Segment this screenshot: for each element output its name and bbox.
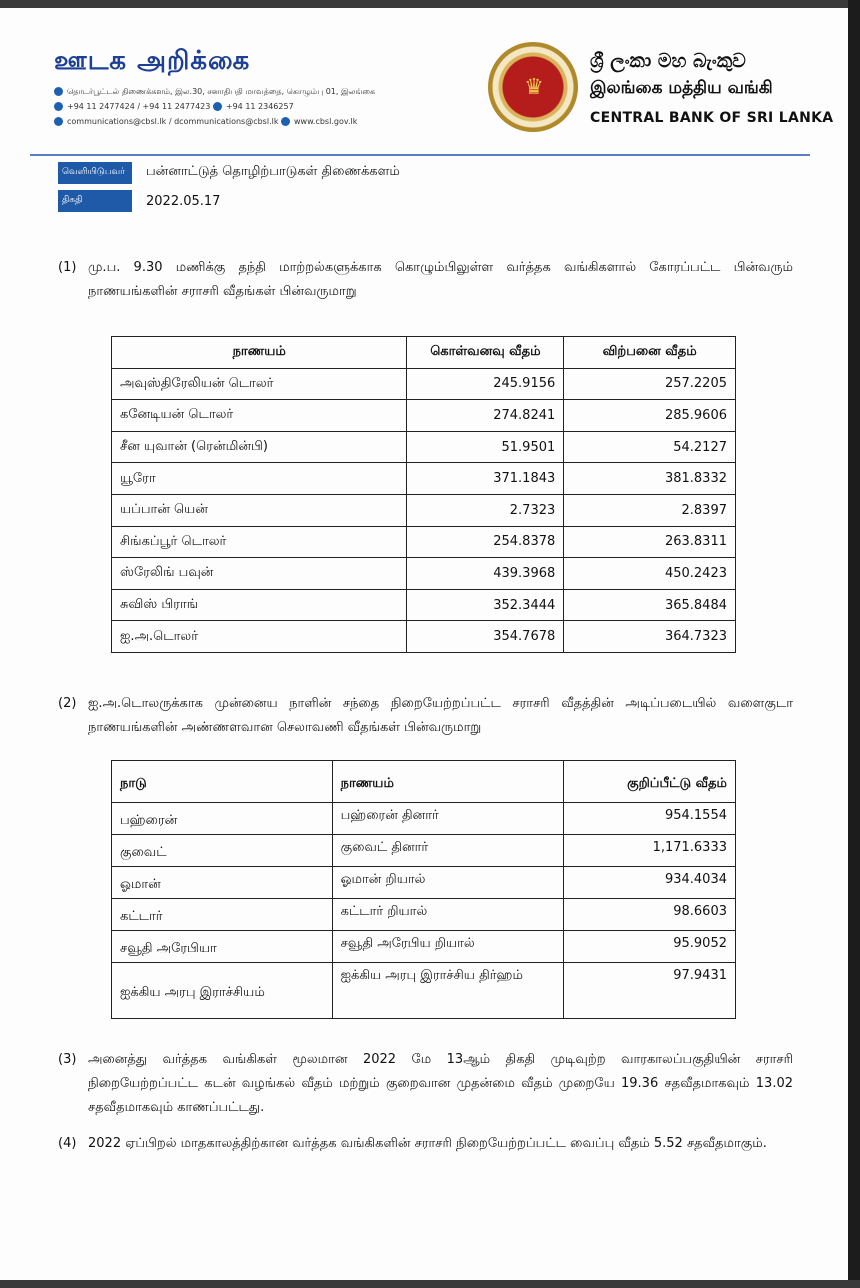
press-release-title: ஊடக அறிக்கை (54, 46, 251, 76)
section-1-number: (1) (58, 260, 77, 275)
date-label: திகதி (58, 190, 132, 212)
section-4 (58, 1132, 793, 1156)
table-row (112, 803, 736, 835)
currency-cell: யூரோ (112, 463, 407, 495)
currency-cell: ஓமான் றியால் (332, 867, 564, 899)
section-1 (58, 256, 793, 304)
table-row (112, 368, 736, 400)
buying-cell: 274.8241 (407, 400, 564, 432)
rate-cell: 95.9052 (564, 931, 736, 963)
buying-cell: 245.9156 (407, 368, 564, 400)
contact-block (54, 84, 375, 129)
phone-icon (54, 102, 63, 111)
header-indicative-rate: குறிப்பீட்டு வீதம் (564, 761, 736, 803)
country-cell: பஹ்ரைன் (112, 803, 333, 835)
rate-cell: 98.6603 (564, 899, 736, 931)
bank-name-tamil: இலங்கை மத்திய வங்கி (590, 78, 773, 98)
bank-name-english: CENTRAL BANK OF SRI LANKA (590, 110, 834, 126)
table-header-row (112, 337, 736, 369)
rate-cell: 934.4034 (564, 867, 736, 899)
country-cell: ஐக்கிய அரபு இராச்சியம் (112, 963, 333, 1019)
table-row (112, 558, 736, 590)
table-row (112, 621, 736, 653)
header-country: நாடு (112, 761, 333, 803)
buying-cell: 439.3968 (407, 558, 564, 590)
currency-cell: சீன யுவான் (ரென்மின்பி) (112, 431, 407, 463)
selling-cell: 365.8484 (564, 589, 736, 621)
currency-cell: சவூதி அரேபிய றியால் (332, 931, 564, 963)
section-1-text: மு.ப. 9.30 மணிக்கு தந்தி மாற்றல்களுக்காக கொழும்பிலுள்ள வர்த்தக வங்கிகளால் கோரப்பட்ட பின்வரும் நாணயங்களின் சராசரி வீதங்கள் பின்வருமாறு (88, 260, 793, 299)
section-4-number: (4) (58, 1136, 77, 1151)
country-cell: குவைட் (112, 835, 333, 867)
currency-cell: சிங்கப்பூர் டொலர் (112, 526, 407, 558)
currency-cell: யப்பான் யென் (112, 494, 407, 526)
currency-cell: கனேடியன் டொலர் (112, 400, 407, 432)
currency-cell: பஹ்ரைன் தினார் (332, 803, 564, 835)
issued-by-label: வெளியிடுபவர் (58, 162, 132, 184)
mail-icon (54, 87, 63, 96)
rate-cell: 1,171.6333 (564, 835, 736, 867)
viewer-top-bar (0, 0, 860, 8)
viewer-right-edge (848, 0, 860, 1288)
section-2-number: (2) (58, 696, 77, 711)
table-row (112, 899, 736, 931)
table-row (112, 589, 736, 621)
address-line: தொடர்பூட்டல் திணைக்களம், இல.30, சனாதிபதி மாவத்தை, கொழும்பு 01, இலங்கை (54, 84, 375, 99)
section-3-number: (3) (58, 1052, 77, 1067)
header-currency: நாணயம் (332, 761, 564, 803)
section-2 (58, 692, 793, 740)
selling-cell: 450.2423 (564, 558, 736, 590)
buying-cell: 51.9501 (407, 431, 564, 463)
country-cell: ஓமான் (112, 867, 333, 899)
table-row (112, 835, 736, 867)
rate-cell: 954.1554 (564, 803, 736, 835)
email-icon (54, 117, 63, 126)
exchange-rate-table (111, 336, 736, 653)
header-selling: விற்பனை வீதம் (564, 337, 736, 369)
viewer-bottom-bar (0, 1280, 860, 1288)
section-2-text: ஐ.அ.டொலருக்காக முன்னைய நாளின் சந்தை நிறையேற்றப்பட்ட சராசரி வீதத்தின் அடிப்படையில் வளைகுடா நாணயங்களின் அண்ணளவான செலாவணி வீதங்கள் பின்வருமாறு (88, 696, 793, 735)
fax-icon (213, 102, 222, 111)
selling-cell: 364.7323 (564, 621, 736, 653)
date-value: 2022.05.17 (146, 194, 221, 209)
currency-cell: கட்டார் றியால் (332, 899, 564, 931)
table-row (112, 931, 736, 963)
table-row (112, 963, 736, 1019)
buying-cell: 354.7678 (407, 621, 564, 653)
header-buying: கொள்வனவு வீதம் (407, 337, 564, 369)
currency-cell: சுவிஸ் பிராங் (112, 589, 407, 621)
table-row (112, 526, 736, 558)
buying-cell: 254.8378 (407, 526, 564, 558)
selling-cell: 2.8397 (564, 494, 736, 526)
buying-cell: 2.7323 (407, 494, 564, 526)
currency-cell: ஐக்கிய அரபு இராச்சிய திர்ஹம் (332, 963, 564, 1019)
currency-cell: அவுஸ்திரேலியன் டொலர் (112, 368, 407, 400)
header-right (590, 50, 833, 126)
selling-cell: 381.8332 (564, 463, 736, 495)
buying-cell: 352.3444 (407, 589, 564, 621)
table-header-row (112, 761, 736, 803)
section-3 (58, 1048, 793, 1120)
document-page (0, 8, 848, 1280)
globe-icon (281, 117, 290, 126)
rate-cell: 97.9431 (564, 963, 736, 1019)
selling-cell: 263.8311 (564, 526, 736, 558)
header-divider (30, 154, 810, 156)
header-currency: நாணயம் (112, 337, 407, 369)
section-4-text: 2022 ஏப்பிறல் மாதகாலத்திற்கான வர்த்தக வங்கிகளின் சராசரி நிறையேற்றப்பட்ட வைப்பு வீதம் 5.52 சதவீதமாகும். (88, 1136, 767, 1151)
phone-line: +94 11 2477424 / +94 11 2477423 +94 11 2346257 (54, 99, 375, 114)
table-row (112, 431, 736, 463)
issued-by-value: பன்னாட்டுத் தொழிற்பாடுகள் திணைக்களம் (146, 164, 400, 179)
country-cell: கட்டார் (112, 899, 333, 931)
lion-emblem-icon: ♛ (524, 75, 544, 100)
buying-cell: 371.1843 (407, 463, 564, 495)
gulf-currency-table (111, 760, 736, 1019)
selling-cell: 54.2127 (564, 431, 736, 463)
cbsl-seal-icon (488, 42, 578, 132)
selling-cell: 285.9606 (564, 400, 736, 432)
currency-cell: ஐ.அ.டொலர் (112, 621, 407, 653)
country-cell: சவூதி அரேபியா (112, 931, 333, 963)
bank-name-sinhala: ශ්‍රී ලංකා මහ බැංකුව (590, 50, 746, 72)
header-left (54, 46, 375, 129)
table-row (112, 400, 736, 432)
table-row (112, 463, 736, 495)
selling-cell: 257.2205 (564, 368, 736, 400)
currency-cell: ஸ்ரேலிங் பவுன் (112, 558, 407, 590)
table-row (112, 867, 736, 899)
email-line: communications@cbsl.lk / dcommunications@cbsl.lk www.cbsl.gov.lk (54, 114, 375, 129)
table-row (112, 494, 736, 526)
section-3-text: அனைத்து வர்த்தக வங்கிகள் மூலமான 2022 மே 13ஆம் திகதி முடிவுற்ற வாரகாலப்பகுதியின் சராசரி நிறையேற்றப்பட்ட கடன் வழங்கல் வீதம் மற்றும் குறைவான முதன்மை வீதம் முறையே 19.36 சதவீதமாகவும் 13.02 சதவீதமாகவும் காணப்பட்டது. (88, 1052, 793, 1115)
currency-cell: குவைட் தினார் (332, 835, 564, 867)
